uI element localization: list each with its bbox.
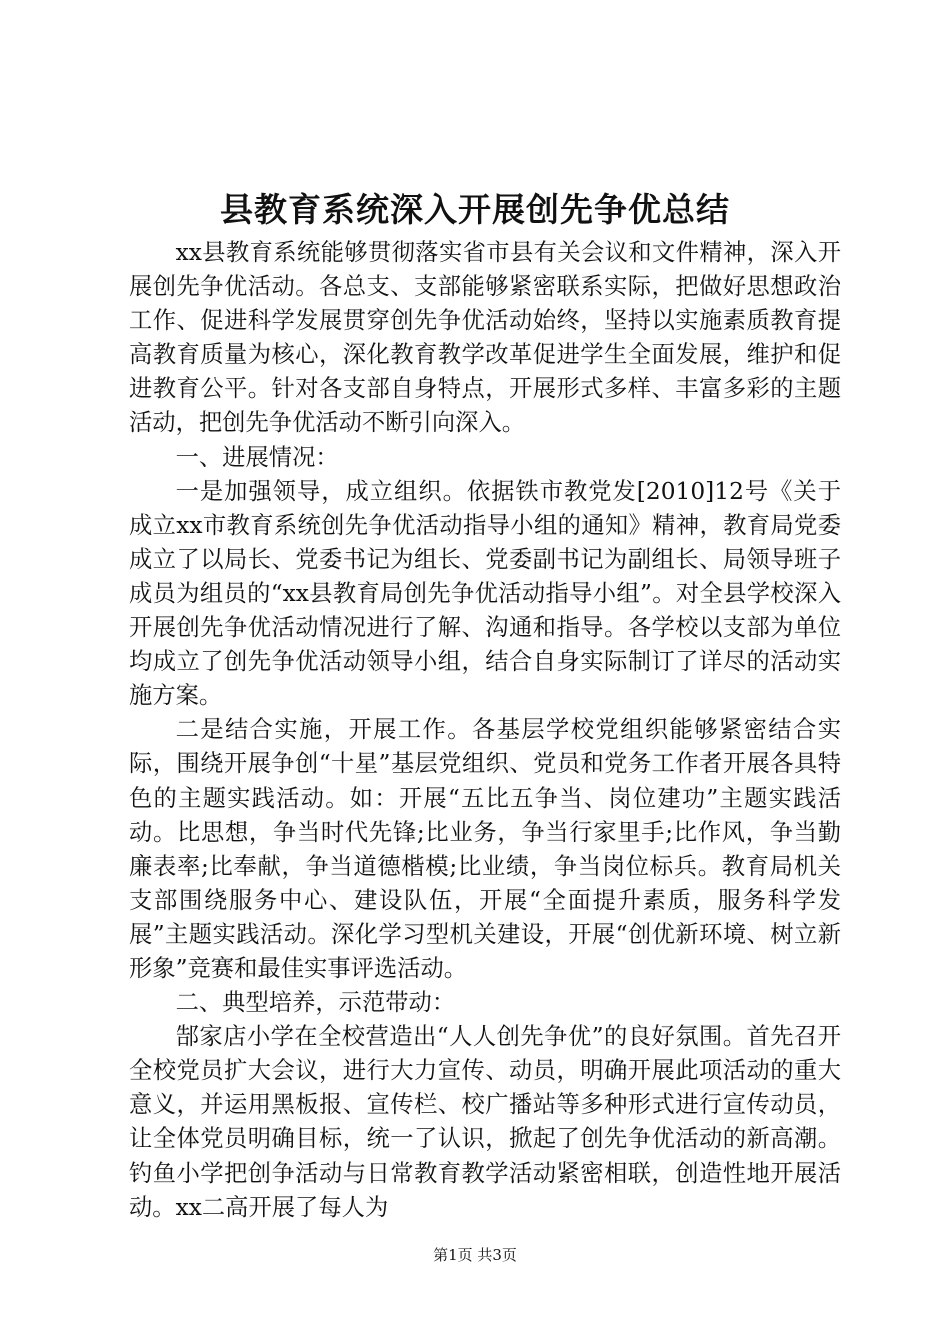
document-body [129, 236, 841, 1225]
paragraph-intro: xx县教育系统能够贯彻落实省市县有关会议和文件精神，深入开展创先争优活动。各总支、支部能够紧密联系实际，把做好思想政治工作、促进科学发展贯穿创先争优活动始终，坚持以实施素质教育提高教育质量为核心，深化教育教学改革促进学生全面发展，维护和促进教育公平。针对各支部自身特点，开展形式多样、丰富多彩的主题活动，把创先争优活动不断引向深入。 [129, 239, 841, 437]
paragraph-implementation: 二是结合实施，开展工作。各基层学校党组织能够紧密结合实际，围绕开展争创“十星”基层党组织、党员和党务工作者开展各具特色的主题实践活动。如：开展“五比五争当、岗位建功”主题实践活动。比思想，争当时代先锋;比业务，争当行家里手;比作风，争当勤廉表率;比奉献，争当道德楷模;比业绩，争当岗位标兵。教育局机关支部围绕服务中心、建设队伍，开展“全面提升素质，服务科学发展”主题实践活动。深化学习型机关建设，开展“创优新环境、树立新形象”竞赛和最佳实事评选活动。 [129, 716, 841, 982]
section-heading-progress: 一、进展情况： [175, 443, 339, 471]
page-number-footer: 第1页 共3页 [433, 1246, 517, 1264]
section-heading-typical: 二、典型培养，示范带动： [175, 989, 456, 1017]
paragraph-examples: 郜家店小学在全校营造出“人人创先争优”的良好氛围。首先召开全校党员扩大会议，进行大力宣传、动员，明确开展此项活动的重大意义，并运用黑板报、宣传栏、校广播站等多种形式进行宣传动员，让全体党员明确目标，统一了认识，掀起了创先争优活动的新高潮。钓鱼小学把创争活动与日常教育教学活动紧密相联，创造性地开展活动。xx二高开展了每人为 [129, 1023, 841, 1221]
document-title: 县教育系统深入开展创先争优总结 [220, 190, 730, 229]
paragraph-leadership: 一是加强领导，成立组织。依据铁市教党发[2010]12号《关于成立xx市教育系统创先争优活动指导小组的通知》精神，教育局党委成立了以局长、党委书记为组长、党委副书记为副组长、局领导班子成员为组员的“xx县教育局创先争优活动指导小组”。对全县学校深入开展创先争优活动情况进行了解、沟通和指导。各学校以支部为单位均成立了创先争优活动领导小组，结合自身实际制订了详尽的活动实施方案。 [129, 477, 841, 710]
